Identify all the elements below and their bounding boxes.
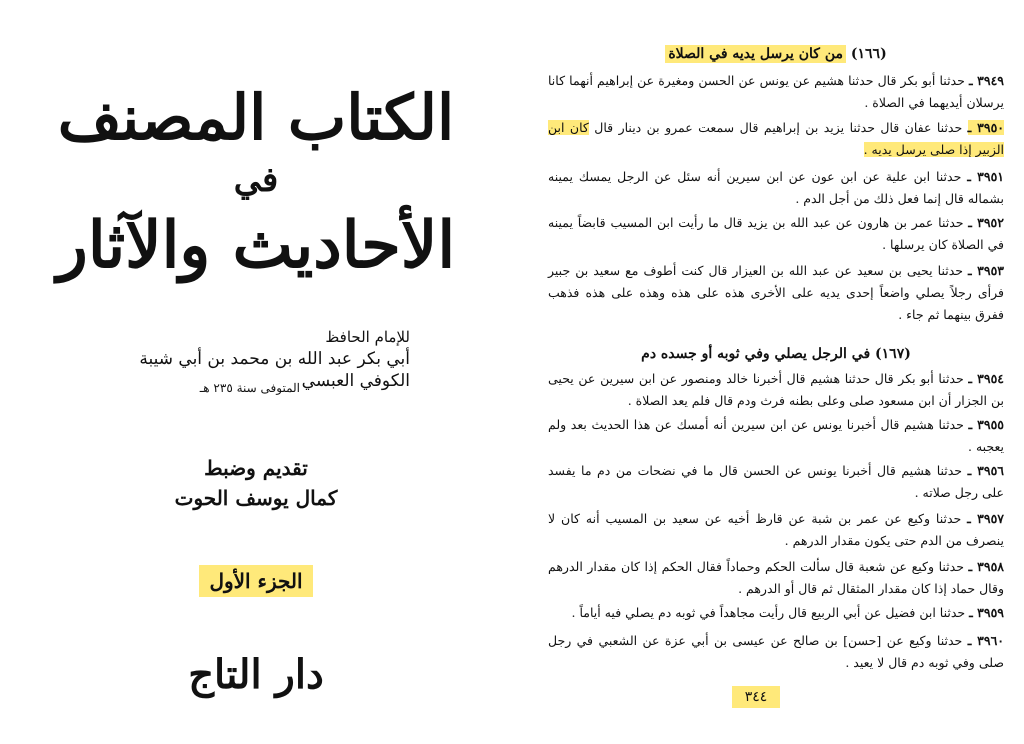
hadith-number: ٣٩٥٤ ـ — [968, 371, 1004, 386]
section-number: (١٦٧) — [875, 346, 911, 362]
hadith-text: حدثنا هشيم قال أخبرنا يونس عن ابن سيرين أنه أمسك عن هذا الحديث بعد ولم يعجبه . — [548, 417, 1004, 454]
hadith-text: حدثنا وكيع عن [حسن] بن صالح عن عيسى بن أبي عزة عن الشعبي في رجل صلى وفي ثوبه دم قال لا يعيد . — [548, 633, 1004, 670]
hadith-text: حدثنا وكيع عن عمر بن شبة عن قارظ أخيه عن سعيد بن المسيب أنه كان لا ينصرف من الدم حتى يكون مقدار الدرهم . — [548, 511, 1004, 548]
hadith-number: ٣٩٥٦ ـ — [967, 463, 1004, 478]
hadith-paragraph — [548, 556, 1004, 600]
hadith-paragraph — [548, 117, 1004, 161]
hadith-number: ٣٩٥٣ ـ — [968, 263, 1004, 278]
hadith-text: حدثنا أبو بكر قال حدثنا هشيم عن يونس عن الحسن ومغيرة عن إبراهيم أنهما كانا يرسلان أيديهما في الصلاة . — [548, 73, 1004, 110]
hadith-paragraph — [548, 368, 1004, 412]
hadith-paragraph — [548, 602, 1004, 624]
cover-title-fi: في — [233, 160, 279, 200]
hadith-number: ٣٩٤٩ ـ — [968, 73, 1004, 88]
section-heading — [548, 44, 1004, 64]
part-label: الجزء الأول — [199, 565, 312, 597]
hadith-paragraph — [548, 508, 1004, 552]
section-heading — [548, 344, 1004, 364]
section-number: (١٦٦) — [850, 46, 887, 62]
hadith-text: حدثنا عمر بن هارون عن عبد الله بن يزيد قال ما رأيت ابن المسيب قابضاً يمينه في الصلاة كان يرسلها . — [548, 215, 1004, 252]
hadith-number: ٣٩٥١ ـ — [967, 169, 1005, 184]
hadith-text: حدثنا وكيع عن شعبة قال سألت الحكم وحماداً فقال الحكم إذا كان مقدار الدرهم وقال حماد إذا كان مقدار المثقال ثم قال أو الدرهم . — [548, 559, 1004, 596]
page-number: ٣٤٤ — [732, 686, 780, 708]
part-label-wrap — [0, 565, 512, 597]
hadith-number: ٣٩٥٥ ـ — [968, 417, 1004, 432]
death-date: المتوفى سنة ٢٣٥ هـ — [199, 381, 300, 395]
hadith-paragraph — [548, 630, 1004, 674]
hadith-paragraph — [548, 414, 1004, 458]
hadith-number: ٣٩٥٧ ـ — [967, 511, 1004, 526]
hadith-number: ٣٩٦٠ ـ — [967, 633, 1005, 648]
hadith-text: حدثنا أبو بكر قال حدثنا هشيم قال أخبرنا خالد ومنصور عن ابن سيرين عن يحيى بن الجزار أن ابن مسعود صلى وعلى بطنه فرث ودم قال فلم يعد الصلاة . — [548, 371, 1004, 408]
intro-label: تقديم وضبط — [204, 456, 308, 480]
section-title: من كان يرسل يديه في الصلاة — [665, 45, 846, 63]
hadith-text: حدثنا ابن فضيل عن أبي الربيع قال رأيت مجاهداً في ثوبه دم يصلي فيه أياماً . — [571, 605, 966, 620]
hadith-paragraph — [548, 166, 1004, 210]
hadith-text: حدثنا عفان قال حدثنا يزيد بن إبراهيم قال سمعت عمرو بن دينار قال — [594, 120, 963, 135]
author-name: أبي بكر عبد الله بن محمد بن أبي شيبة الكوفي العبسي — [139, 349, 410, 391]
hadith-text: حدثنا هشيم قال أخبرنا يونس عن الحسن قال ما في نضحات من دم ما يفسد على رجل صلاته . — [548, 463, 1004, 500]
hadith-paragraph — [548, 260, 1004, 326]
editor-name: كمال يوسف الحوت — [174, 486, 338, 510]
text-page — [512, 0, 1024, 744]
publisher-name: دار التاج — [188, 651, 324, 698]
hadith-text: حدثنا ابن علية عن ابن عون عن ابن سيرين أنه سئل عن الرجل يمسك يمينه بشماله قال إنما فعل ذلك من أجل الدم . — [548, 169, 1004, 206]
cover-title-line2: الأحاديث والآثار — [56, 208, 456, 283]
hadith-paragraph — [548, 460, 1004, 504]
section-title: في الرجل يصلي وفي ثوبه أو جسده دم — [641, 346, 871, 362]
cover-title-line1: الكتاب المصنف — [57, 81, 455, 154]
hadith-paragraph — [548, 70, 1004, 114]
hadith-text: حدثنا يحيى بن سعيد عن عبد الله بن العيزار قال كنت أطوف مع سعيد بن جبير فرأى رجلاً يصلي واضعاً إحدى يديه على الأخرى هذه على هذه وهذه على هذه فذهب ففرق بينهما ثم جاء . — [548, 263, 1004, 322]
hadith-number: ٣٩٥٩ ـ — [969, 605, 1004, 620]
hadith-number: ٣٩٥٨ ـ — [968, 559, 1004, 574]
imam-label: للإمام الحافظ — [325, 328, 410, 346]
hadith-number: ٣٩٥٢ ـ — [968, 215, 1004, 230]
hadith-highlight: كان ابن الزبير إذا صلى يرسل يديه . — [548, 120, 1004, 157]
hadith-number: ٣٩٥٠ ـ — [967, 120, 1004, 135]
hadith-paragraph — [548, 212, 1004, 256]
